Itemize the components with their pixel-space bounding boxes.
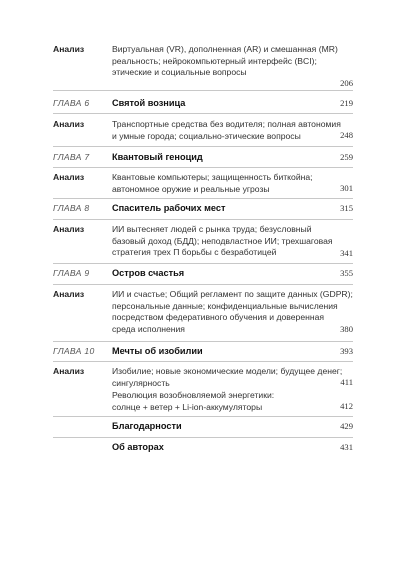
- chapter-title: Остров счастья: [112, 268, 185, 278]
- entry-label: Анализ: [53, 289, 85, 299]
- chapter-number: ГЛАВА 6: [53, 98, 90, 108]
- entry-line: реальность; нейрокомпьютерный интерфейс (BCI);: [112, 55, 317, 66]
- entry-label: Анализ: [53, 119, 85, 129]
- entry-line: базовый доход (БДД); неподвластное ИИ; трехшаговая: [112, 235, 333, 246]
- chapter-number: ГЛАВА 8: [53, 203, 90, 213]
- chapter-number: ГЛАВА 10: [53, 346, 95, 356]
- page-number: 315: [340, 203, 353, 213]
- divider: [53, 113, 353, 114]
- entry-label: Анализ: [53, 366, 85, 376]
- section-title: Благодарности: [112, 421, 182, 431]
- page-number: 341: [340, 248, 353, 258]
- page-number: 393: [340, 346, 353, 356]
- page-number: 355: [340, 268, 353, 278]
- page-number: 301: [340, 183, 353, 193]
- divider: [53, 263, 353, 264]
- entry-line: персональные данные; конфиденциальные вычисления: [112, 300, 338, 311]
- page-number: 259: [340, 152, 353, 162]
- entry-line: ИИ и счастье; Общий регламент по защите данных (GDPR);: [112, 289, 353, 299]
- entry-label: Анализ: [53, 44, 85, 54]
- page-number: 206: [340, 78, 353, 88]
- chapter-title: Мечты об изобилии: [112, 346, 203, 356]
- entry-description: [112, 390, 340, 413]
- divider: [53, 361, 353, 362]
- page-number: 380: [340, 324, 353, 334]
- divider: [53, 437, 353, 438]
- divider: [53, 416, 353, 417]
- page-number: 412: [340, 401, 353, 411]
- entry-line: Квантовые компьютеры; защищенность биткойна;: [112, 172, 313, 182]
- entry-line: Транспортные средства без водителя; полная автономия: [112, 119, 341, 129]
- chapter-number: ГЛАВА 7: [53, 152, 90, 162]
- entry-description: [112, 172, 340, 195]
- entry-line: автономное оружие и реальные угрозы: [112, 183, 270, 194]
- entry-line: солнце + ветер + Li-ion-аккумуляторы: [112, 401, 263, 412]
- divider: [53, 341, 353, 342]
- entry-line: этические и социальные вопросы: [112, 67, 247, 77]
- page-number: 248: [340, 130, 353, 140]
- page-number: 411: [340, 377, 353, 387]
- page-number: 219: [340, 98, 353, 108]
- page-number: 429: [340, 421, 353, 431]
- entry-description: [112, 224, 340, 259]
- entry-line: среда исполнения: [112, 323, 185, 334]
- page-number: 431: [340, 442, 353, 452]
- chapter-title: Квантовый геноцид: [112, 152, 203, 162]
- entry-description: [112, 119, 340, 142]
- divider: [53, 167, 353, 168]
- entry-label: Анализ: [53, 224, 85, 234]
- divider: [53, 146, 353, 147]
- entry-line: и умные города; социально-этические вопросы: [112, 130, 301, 141]
- entry-line: Революция возобновляемой энергетики:: [112, 390, 275, 400]
- entry-description: [112, 44, 340, 79]
- divider: [53, 284, 353, 285]
- entry-line: Изобилие; новые экономические модели; будущее денег;: [112, 366, 343, 376]
- entry-line: стратегия трех П борьбы с безработицей: [112, 247, 277, 257]
- entry-line: посредством федеративного обучения и доверенная: [112, 312, 325, 322]
- entry-line: Виртуальная (VR), дополненная (AR) и смешанная (MR): [112, 44, 338, 54]
- chapter-title: Спаситель рабочих мест: [112, 203, 226, 213]
- entry-line: сингулярность: [112, 377, 170, 388]
- divider: [53, 219, 353, 220]
- chapter-number: ГЛАВА 9: [53, 268, 90, 278]
- divider: [53, 90, 353, 91]
- entry-line: ИИ вытесняет людей с рынка труда; безусловный: [112, 224, 312, 234]
- entry-description: [112, 366, 343, 389]
- chapter-title: Святой возница: [112, 98, 186, 108]
- entry-label: Анализ: [53, 172, 85, 182]
- divider: [53, 198, 353, 199]
- section-title: Об авторах: [112, 442, 164, 452]
